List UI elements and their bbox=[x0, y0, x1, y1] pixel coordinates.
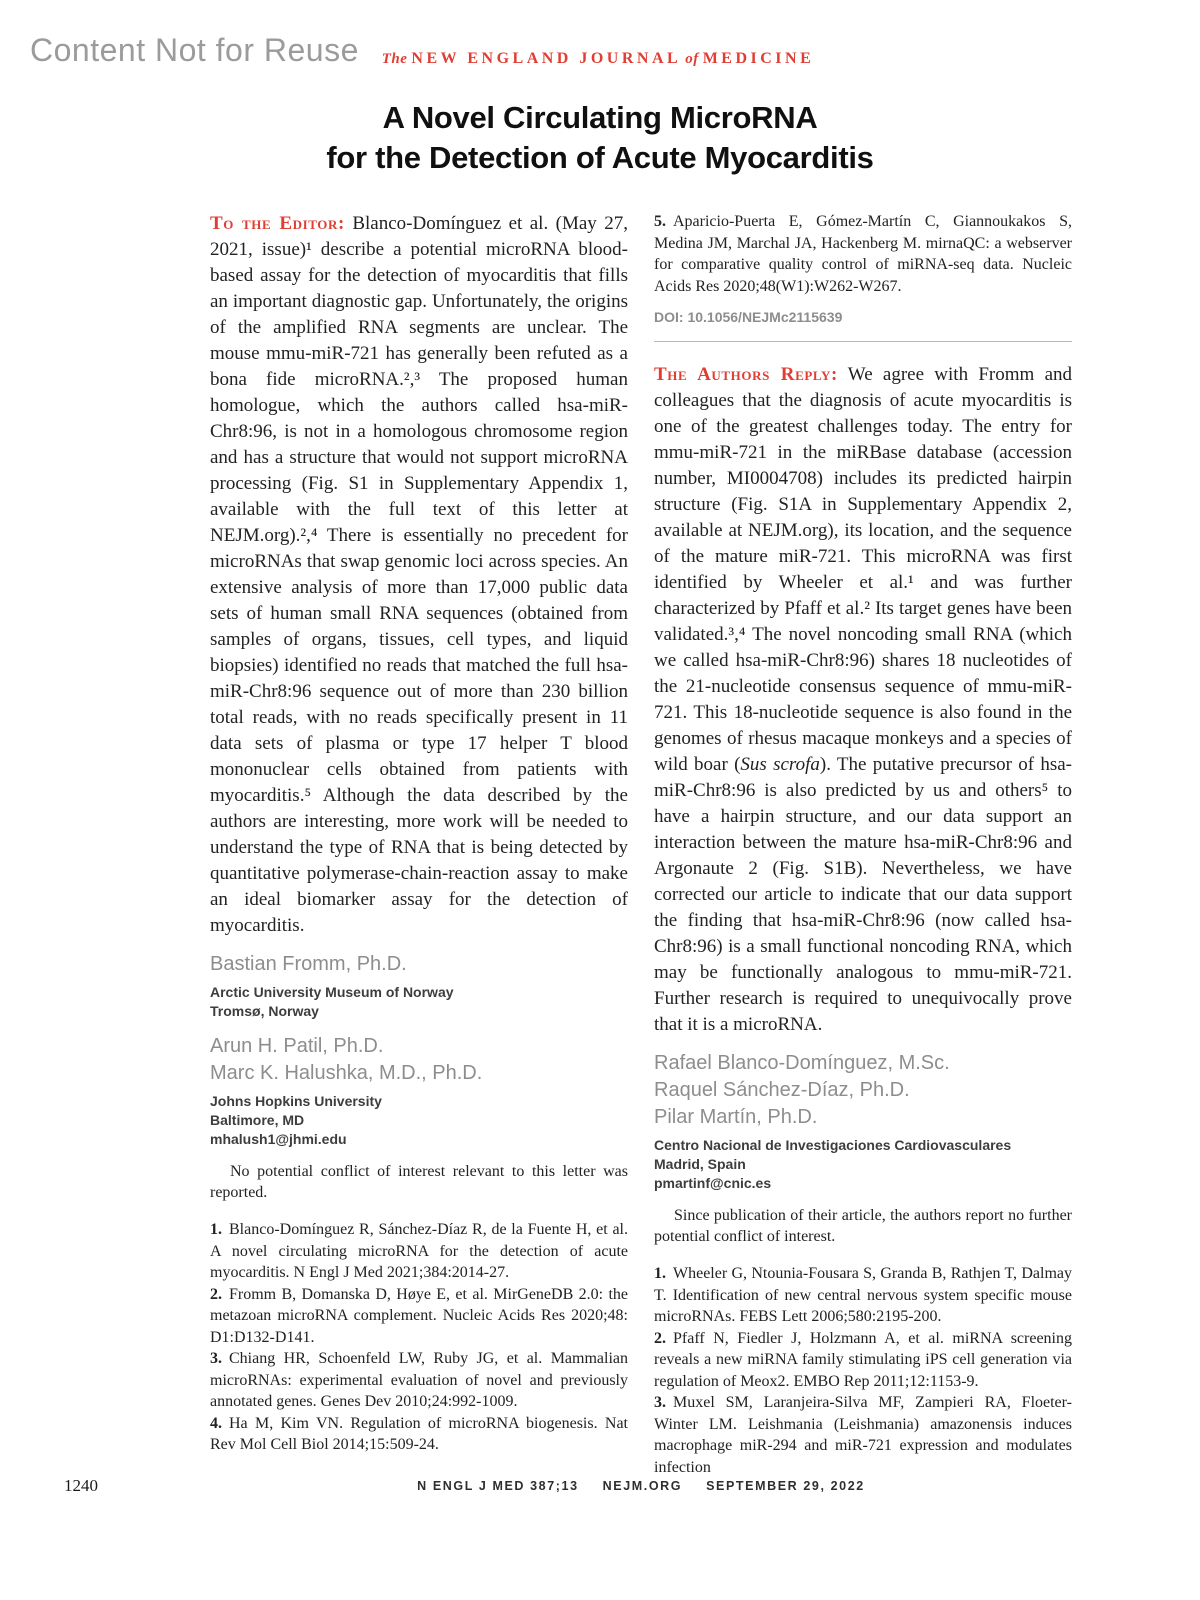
author-name: Raquel Sánchez-Díaz, Ph.D. bbox=[654, 1079, 910, 1101]
author-email: mhalush1@jhmi.edu bbox=[210, 1131, 347, 1147]
footer-site: NEJM.ORG bbox=[602, 1479, 683, 1493]
reference-number: 1. bbox=[654, 1265, 666, 1282]
reference-text: Ha M, Kim VN. Regulation of microRNA biogenesis. Nat Rev Mol Cell Biol 2014;15:509-24. bbox=[210, 1414, 628, 1453]
reference-item bbox=[654, 1392, 1072, 1478]
affiliation-line: Madrid, Spain bbox=[654, 1156, 746, 1172]
affiliation-line: Tromsø, Norway bbox=[210, 1003, 319, 1019]
content-not-for-reuse-watermark: Content Not for Reuse bbox=[30, 32, 359, 68]
reference-number: 3. bbox=[654, 1394, 666, 1411]
masthead-word-of: of bbox=[685, 51, 699, 67]
article-title bbox=[170, 98, 1030, 178]
conflict-disclosure: Since publication of their article, the authors report no further potential conflict of interest. bbox=[654, 1207, 1072, 1245]
author-name: Arun H. Patil, Ph.D. bbox=[210, 1035, 384, 1057]
reference-item bbox=[654, 1263, 1072, 1328]
reference-text: Fromm B, Domanska D, Høye E, et al. MirGeneDB 2.0: the metazoan microRNA complement. Nucleic Acids Res 2020;48: D1:D132-D141. bbox=[210, 1285, 628, 1346]
article-title-line-1: A Novel Circulating MicroRNA bbox=[382, 100, 818, 135]
page-number: 1240 bbox=[64, 1476, 98, 1495]
reply-paragraph bbox=[654, 362, 1072, 1038]
affiliation-line: Centro Nacional de Investigaciones Cardiovasculares bbox=[654, 1137, 1012, 1153]
reference-item bbox=[210, 1413, 628, 1456]
footer-date: SEPTEMBER 29, 2022 bbox=[706, 1479, 865, 1493]
author-name: Marc K. Halushka, M.D., Ph.D. bbox=[210, 1062, 483, 1084]
reference-text: Aparicio-Puerta E, Gómez-Martín C, Giannoukakos S, Medina JM, Marchal JA, Hackenberg M. mirnaQC: a webserver for comparative quality control of miRNA-seq data. Nucleic Acids Res 2020;48(W1):W262-W267. bbox=[654, 213, 1072, 295]
reply-body-text-1: We agree with Fromm and colleagues that the diagnosis of acute myocarditis is one of the greatest challenges today. The entry for mmu-miR-721 in the miRBase database (accession number, MI0004708) includes its predicted hairpin structure (Fig. S1A in Supplementary Appendix 2, available at NEJM.org), its location, and the sequence of the mature miR-721. This microRNA was first identified by Wheeler et al.¹ and was further characterized by Pfaff et al.² Its target genes have been validated.³,⁴ The novel noncoding small RNA (which we called hsa-miR-Chr8:96) shares 18 nucleotides of the 21-nucleotide consensus sequence of mmu-miR-721. This 18-nucleotide sequence is also found in the genomes of rhesus macaque monkeys and a species of wild boar ( bbox=[654, 364, 1072, 775]
reference-text: Wheeler G, Ntounia-Fousara S, Granda B, Rathjen T, Dalmay T. Identification of new central nervous system specific mouse microRNAs. FEBS Lett 2006;580:2195-200. bbox=[654, 1265, 1072, 1325]
conflict-disclosure: No potential conflict of interest relevant to this letter was reported. bbox=[210, 1163, 628, 1201]
doi-line: DOI: 10.1056/NEJMc2115639 bbox=[654, 309, 843, 325]
masthead-segment-1: NEW ENGLAND JOURNAL bbox=[411, 50, 682, 67]
letter-body-text: Blanco-Domínguez et al. (May 27, 2021, issue)¹ describe a potential microRNA blood-based assay for the detection of myocarditis that fills an important diagnostic gap. Unfortunately, the origins of the amplified RNA segments are unclear. The mouse mmu-miR-721 has generally been refuted as a bona fide microRNA.²,³ The proposed human homologue, which the authors called hsa-miR-Chr8:96, is not in a homologous chromosome region and has a structure that would not support microRNA processing (Fig. S1 in Supplementary Appendix 1, available with the full text of this letter at NEJM.org).²,⁴ There is essentially no precedent for microRNAs that swap genomic loci across species. An extensive analysis of more than 17,000 public data sets of human small RNA sequences (obtained from samples of organs, tissues, cell types, and liquid biopsies) identified no reads that matched the full hsa-miR-Chr8:96 sequence out of more than 230 billion total reads, with no reads specifically present in 11 data sets of plasma or type 17 helper T blood mononuclear cells obtained from patients with myocarditis.⁵ Although the data described by the authors are interesting, more work will be needed to understand the type of RNA that is being detected by quantitative polymerase-chain-reaction assay to make an ideal biomarker assay for the detection of myocarditis. bbox=[210, 213, 628, 936]
reference-item bbox=[210, 1348, 628, 1413]
letter-paragraph bbox=[210, 211, 628, 939]
author-name: Bastian Fromm, Ph.D. bbox=[210, 953, 407, 975]
masthead-segment-2: MEDICINE bbox=[702, 50, 815, 67]
reference-number: 3. bbox=[210, 1350, 222, 1367]
reference-list-right bbox=[654, 1263, 1072, 1478]
two-column-layout bbox=[210, 211, 1072, 1478]
affiliation-line: Johns Hopkins University bbox=[210, 1093, 382, 1109]
running-footer bbox=[210, 1479, 1072, 1493]
affiliation-line: Baltimore, MD bbox=[210, 1112, 305, 1128]
reference-text: Pfaff N, Fiedler J, Holzmann A, et al. miRNA screening reveals a new miRNA family stimulating iPS cell generation via regulation of Meox2. EMBO Rep 2011;12:1153-9. bbox=[654, 1329, 1072, 1390]
species-name-italic: Sus scrofa bbox=[740, 754, 820, 775]
author-name: Rafael Blanco-Domínguez, M.Sc. bbox=[654, 1052, 950, 1074]
author-affiliation bbox=[210, 983, 628, 1021]
right-column bbox=[654, 211, 1072, 1478]
footer-journal-ref: N ENGL J MED 387;13 bbox=[417, 1479, 579, 1493]
reference-item bbox=[654, 211, 1072, 297]
reference-list-left bbox=[210, 1219, 628, 1456]
author-affiliation bbox=[654, 1136, 1072, 1193]
section-divider bbox=[654, 341, 1072, 342]
reference-number: 1. bbox=[210, 1221, 222, 1238]
masthead-word-the: The bbox=[381, 51, 408, 67]
reference-number: 4. bbox=[210, 1414, 222, 1432]
authors-reply-label: The Authors Reply: bbox=[654, 364, 838, 385]
article-title-line-2: for the Detection of Acute Myocarditis bbox=[326, 140, 874, 175]
left-column bbox=[210, 211, 628, 1478]
reference-item bbox=[210, 1219, 628, 1284]
author-email: pmartinf@cnic.es bbox=[654, 1175, 772, 1191]
reference-number: 5. bbox=[654, 213, 666, 230]
affiliation-line: Arctic University Museum of Norway bbox=[210, 984, 454, 1000]
author-name: Pilar Martín, Ph.D. bbox=[654, 1106, 818, 1128]
reference-number: 2. bbox=[210, 1285, 222, 1303]
to-the-editor-label: To the Editor: bbox=[210, 213, 345, 234]
reference-text: Muxel SM, Laranjeira-Silva MF, Zampieri RA, Floeter-Winter LM. Leishmania (Leishmania) amazonensis induces macrophage miR-294 and miR-721 expression and modulates infection bbox=[654, 1394, 1072, 1476]
reference-text: Chiang HR, Schoenfeld LW, Ruby JG, et al. Mammalian microRNAs: experimental evaluation of novel and previously annotated genes. Genes Dev 2010;24:992-1009. bbox=[210, 1350, 628, 1410]
signature-block-patil-halushka bbox=[210, 1033, 628, 1149]
reply-body-text-2: ). The putative precursor of hsa-miR-Chr8:96 is also predicted by us and others⁵ to have a hairpin structure, and our data support an interaction between the mature hsa-miR-Chr8:96 and Argonaute 2 (Fig. S1B). Nevertheless, we have corrected our article to indicate that our data support the finding that hsa-miR-Chr8:96 (now called hsa-Chr8:96) is a small functional noncoding RNA, which may be functionally analogous to mmu-miR-721. Further research is required to unequivocally prove that it is a microRNA. bbox=[654, 754, 1072, 1035]
reference-list-continued bbox=[654, 211, 1072, 297]
reference-number: 2. bbox=[654, 1329, 666, 1347]
reference-item bbox=[654, 1328, 1072, 1393]
signature-block-reply-authors bbox=[654, 1050, 1072, 1193]
reference-item bbox=[210, 1284, 628, 1349]
journal-masthead bbox=[170, 50, 1030, 68]
reference-text: Blanco-Domínguez R, Sánchez-Díaz R, de la Fuente H, et al. A novel circulating microRNA for the detection of acute myocarditis. N Engl J Med 2021;384:2014-27. bbox=[210, 1221, 628, 1281]
author-affiliation bbox=[210, 1092, 628, 1149]
signature-block-fromm bbox=[210, 951, 628, 1021]
